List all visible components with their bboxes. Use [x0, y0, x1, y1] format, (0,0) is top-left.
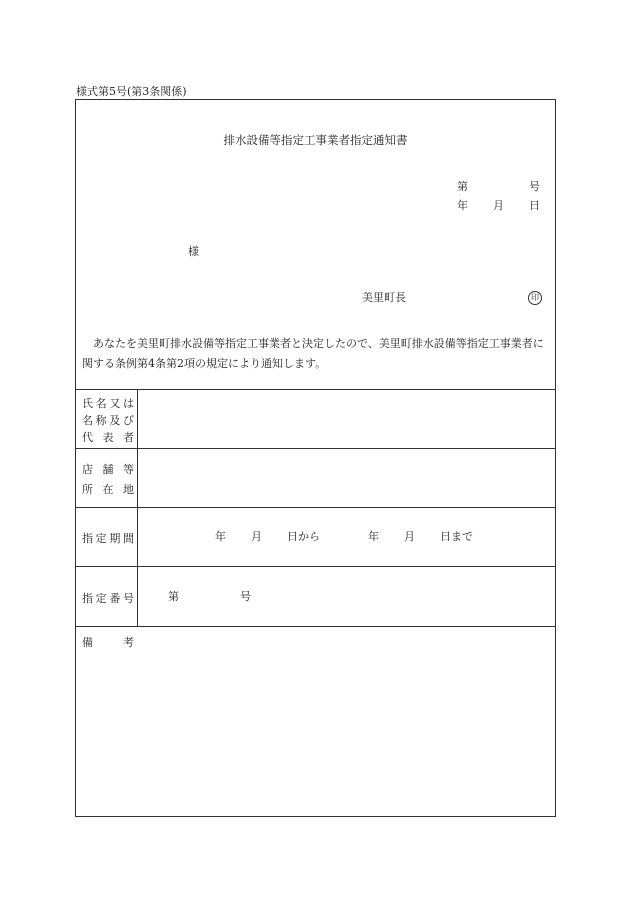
notice-number-prefix: 第 [457, 180, 468, 193]
divider-2 [76, 448, 555, 449]
period-to-day: 日まで [440, 530, 473, 543]
issuer: 美里町長 [362, 291, 406, 304]
remarks-label: 備 考 [82, 636, 134, 649]
label-column-divider [137, 389, 138, 626]
period-to-month: 月 [404, 530, 415, 543]
period-from-day: 日から [287, 530, 320, 543]
addressee-suffix: 様 [188, 245, 199, 258]
date-month: 月 [493, 199, 504, 212]
document-title: 排水設備等指定工事業者指定通知書 [223, 133, 408, 147]
period-label: 指定期間 [82, 532, 134, 545]
address-label [82, 460, 134, 500]
designation-number-label: 指定番号 [82, 592, 134, 605]
period-from-month: 月 [251, 530, 262, 543]
period-from-year: 年 [215, 530, 226, 543]
date-day: 日 [529, 199, 540, 212]
notice-frame [75, 99, 556, 817]
notice-number-suffix: 号 [529, 180, 540, 193]
address-label-line: 所 在 地 [82, 483, 134, 496]
address-label-line: 店 舗 等 [82, 463, 134, 476]
divider-4 [76, 566, 555, 567]
divider-5 [76, 626, 555, 627]
notice-body: あなたを美里町排水設備等指定工事業者と決定したので、美里町排水設備等指定工事業者に関する条例第4条第2項の規定により通知します。 [82, 337, 544, 370]
period-to-year: 年 [368, 530, 379, 543]
divider-3 [76, 507, 555, 508]
date-year: 年 [457, 199, 468, 212]
name-label-line: 名称及び [82, 414, 134, 427]
designation-number-prefix: 第 [168, 590, 179, 603]
seal-mark: 印 [528, 291, 542, 305]
name-label [82, 395, 134, 446]
name-label-line: 代 表 者 [82, 431, 134, 444]
divider-1 [76, 389, 555, 390]
name-label-line: 氏名又は [82, 397, 134, 410]
form-id: 様式第5号(第3条関係) [76, 85, 187, 98]
designation-number-suffix: 号 [240, 590, 251, 603]
